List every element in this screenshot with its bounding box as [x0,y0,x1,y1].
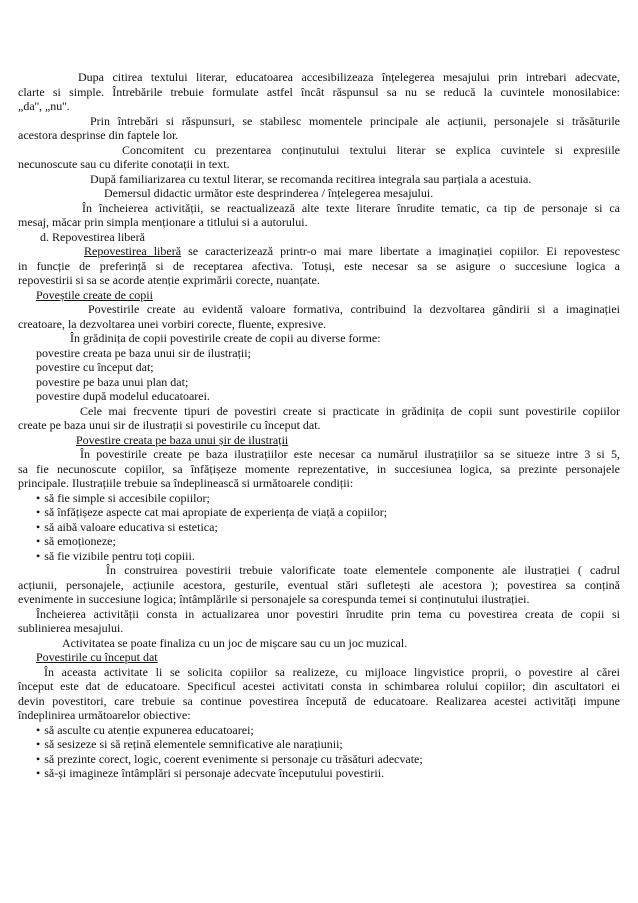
bullet-icon [36,491,44,505]
text-line [18,317,620,332]
underlined-heading: Poveștile create de copii [36,287,153,302]
bullet-item [18,534,620,549]
text-line [18,389,620,404]
line-text: În povestirile create pe baza ilustrațiilor este necesar ca numărul ilustrațiilor sa se situeze intre 3 si 5, [80,447,620,461]
line-text: să emoționeze; [44,534,116,548]
line-text: creatoare, la dezvoltarea unei vorbiri corecte, fluente, expresive. [18,316,327,331]
text-line [18,578,620,593]
line-text: să-și imagineze întâmplări si personaje adecvate începutului povestirii. [44,766,385,780]
line-text: să sesizeze si să rețină elementele semnificative ale narațiunii; [44,737,343,751]
line-text: povestire pe baza unui plan dat; [36,374,189,389]
bullet-item [18,505,620,520]
text-line [18,273,620,288]
text-line [18,694,620,709]
bullet-icon [36,505,44,519]
line-text: În aceasta activitate li se solicita copiilor sa realizeze, cu mijloace lingvistice proprii, o povestire al cărei [44,664,620,679]
text-line [18,447,620,462]
text-line [18,172,620,187]
line-text: Activitatea se poate finaliza cu un joc de mișcare sau cu un joc muzical. [62,635,408,650]
text-line [18,114,620,129]
line-text: să fie simple si accesibile copiilor; [44,490,210,505]
text-line [18,186,620,201]
line-text: povestire creata pe baza unui sir de ilustrații; [36,345,251,360]
text-line [18,592,620,607]
line-text: să asculte cu atenție expunerea educatoarei; [44,722,254,737]
text-line [18,201,620,216]
line-text: În grădinița de copii povestirile create de copii au diverse forme: [70,331,381,345]
underlined-heading: Povestirile cu început dat [36,650,158,664]
text-line [18,331,620,346]
line-text: îndeplinirea următoarelor obiective: [18,708,191,722]
line-text: necunoscute sau cu diferite conotații in text. [18,157,230,171]
bullet-item [18,723,620,738]
bullet-item [18,766,620,781]
line-text: să prezinte corect, logic, coerent evenimente si personaje cu trăsături adecvate; [44,751,423,766]
text-line [18,404,620,419]
line-text: să fie vizibile pentru toți copiii. [44,548,195,563]
underlined-heading: Povestire creata pe baza unui șir de ilustrații [76,432,289,447]
text-line [18,360,620,375]
line-text: început este dat de educatoare. Specificul acestei activitati consta in schimbarea rolului copiilor; din ascultatori ei [18,679,620,693]
bullet-item [18,520,620,535]
bullet-icon [36,752,44,766]
bullet-icon [36,549,44,563]
text-line [18,157,620,172]
text-line [18,650,620,665]
line-text: acestora desprinse din faptele lor. [18,128,179,142]
line-text: sa fie necunoscute copiilor, sa înfățișeze momente reprezentative, in succesiunea logica, sa prezinte personajele [18,461,620,476]
bullet-item [18,549,620,564]
bullet-item [18,491,620,506]
text-line [18,607,620,622]
text-line [18,375,620,390]
line-text: repovestirii si sa se acorde atenție exprimării corecte, nuanțate. [18,273,320,287]
line-text: În încheierea activității, se reactualizează alte texte literare înrudite tematic, ca tip de personaje si ca [82,200,620,215]
text-line [18,215,620,230]
document-page [18,70,620,781]
text-line [18,244,620,259]
text-line [18,708,620,723]
bullet-icon [36,520,44,534]
line-text: să înfățișeze aspecte cat mai apropiate de experiența de viață a copiilor; [44,505,388,519]
bullet-item [18,737,620,752]
bullet-icon [36,766,44,780]
line-text: principale. Ilustrațiile trebuie sa îndeplinească si următoarele condiții: [18,476,354,490]
line-text: În construirea povestirii trebuie valorificate toate elementele componente ale ilustrației ( cadrul [106,563,620,577]
text-line [18,230,620,245]
line-text: clarte si simple. Întrebările trebuie formulate astfel încât răspunsul sa nu se reducă la cuvintele monosilabice: [18,84,620,99]
line-text: d. Repovestirea liberă [40,229,145,244]
line-text: Cele mai frecvente tipuri de povestiri create si practicate in grădinița de copii sunt povestirile copiilor [80,403,620,418]
text-line [18,418,620,433]
line-text: Încheierea activității consta in actualizarea unor povestiri înrudite prin tema cu povestirea creata de copii si [36,606,620,621]
text-line [18,288,620,303]
bullet-icon [36,737,44,751]
line-text: Demersul didactic următor este desprinderea / înțelegerea mesajului. [104,186,434,200]
text-line [18,462,620,477]
text-line [18,143,620,158]
bullet-icon [36,723,44,737]
line-text: in funcție de preferință si de receptarea afectiva. Totuși, este necesar sa se asigure o succesiune logica a [18,258,620,273]
text-line [18,259,620,274]
text-line [18,85,620,100]
line-text: devin povestitori, care trebuie sa continue povestirea începută de educatoare. Realizarea acestei activități impune [18,693,620,708]
text-line [18,346,620,361]
line-text: evenimente in succesiune logica; întâmplările si personajele sa corespunda temei si conținutului ilustrației. [18,592,530,606]
line-text: „da'', „nu''. [18,99,70,113]
text-line [18,433,620,448]
text-line [18,621,620,636]
line-text: povestire după modelul educatoarei. [36,389,210,403]
line-text: Dupa citirea textului literar, educatoarea accesibilizeaza înțelegerea mesajului prin intrebari adecvate, [78,70,620,84]
text-line [18,679,620,694]
bullet-item [18,752,620,767]
text-line [18,563,620,578]
line-text: Prin întrebări si răspunsuri, se stabilesc momentele principale ale acțiunii, personajele si trăsăturile [90,113,620,128]
text-line [18,302,620,317]
underlined-heading: Repovestirea liberă [84,244,182,258]
line-text: mesaj, măcar prin simpla menționare a titlului si a autorului. [18,215,308,229]
text-line [18,99,620,114]
bullet-icon [36,534,44,548]
line-text: povestire cu început dat; [36,360,154,374]
line-text: să aibă valoare educativa si estetica; [44,519,218,534]
line-text: După familiarizarea cu textul literar, se recomanda recitirea integrala sau parțiala a acestuia. [90,171,532,186]
line-text: sublinierea mesajului. [18,621,124,635]
line-text: acțiunii, personajele, acțiunile acestora, gesturile, eventual stări sufletești ale acestora ); povestirea sa conțină [18,577,620,592]
text-line [18,665,620,680]
text-line [18,128,620,143]
line-text: Povestirile create au evidentă valoare formativa, contribuind la dezvoltarea gândirii si a imaginației [88,302,620,316]
text-line [18,476,620,491]
text-line [18,636,620,651]
line-text: se caracterizează printr-o mai mare libertate a imaginației copiilor. Ei repovestesc [181,244,620,258]
text-line [18,70,620,85]
line-text: Concomitent cu prezentarea conținutului textului literar se explica cuvintele si expresiile [122,142,620,157]
line-text: create pe baza unui sir de ilustrații si povestirile cu început dat. [18,418,321,432]
